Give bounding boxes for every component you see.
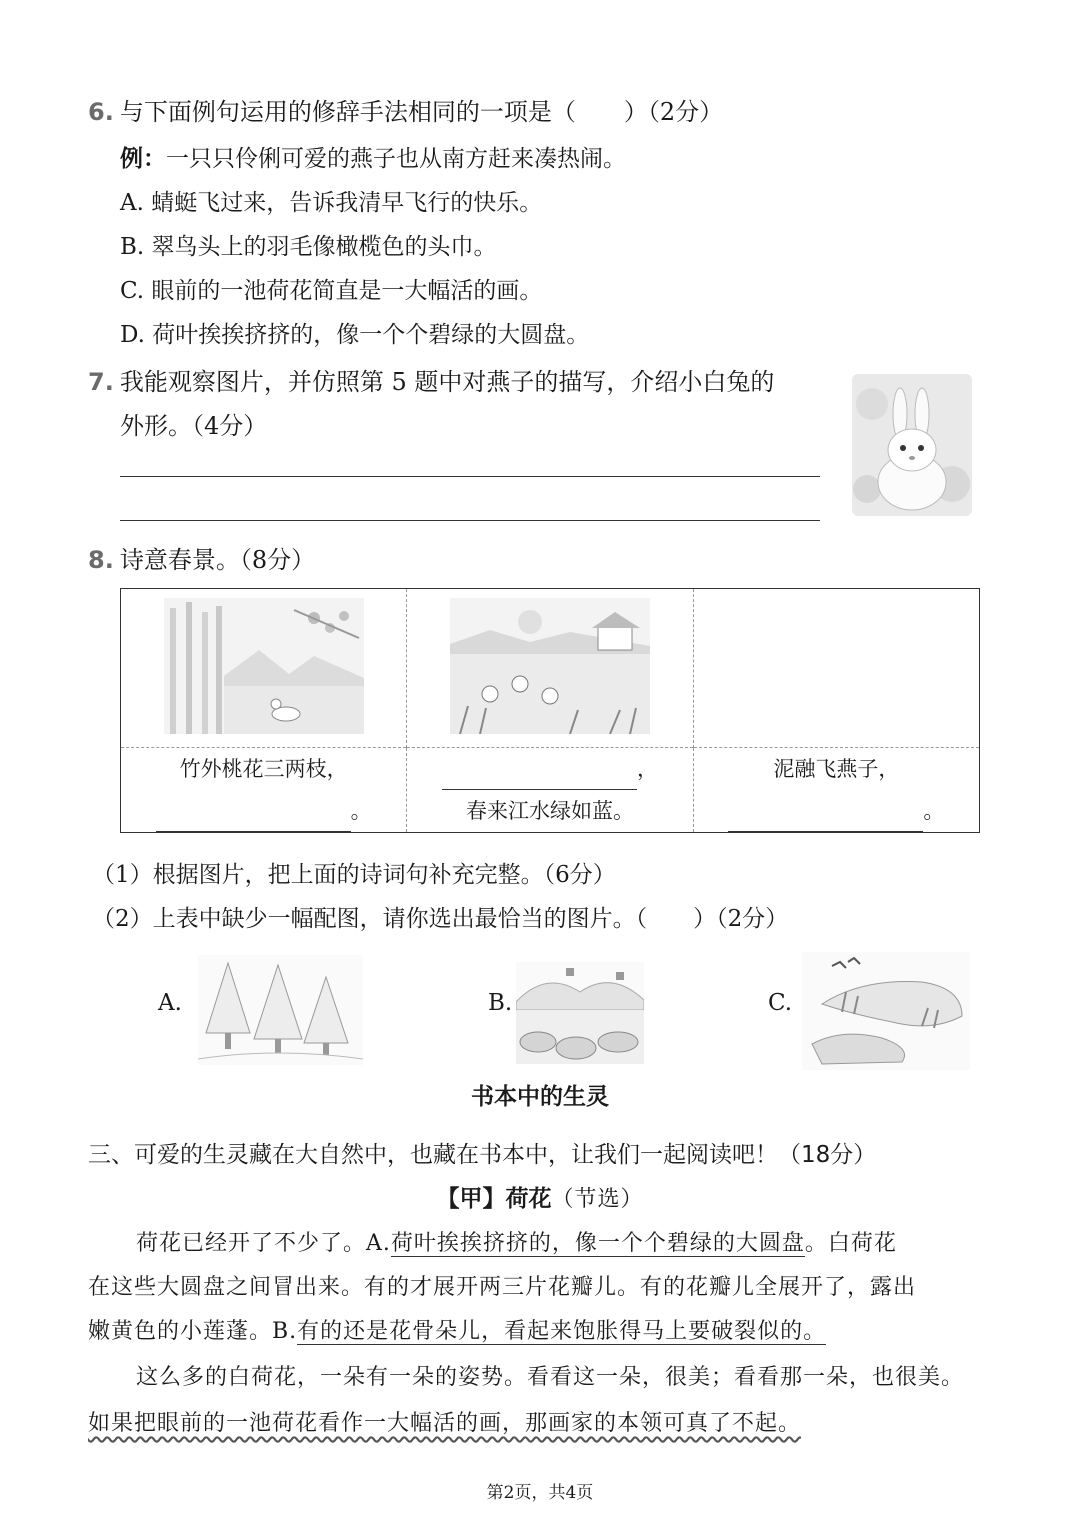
poem-cell-3 (693, 748, 979, 833)
underlined-sentence-b: 有的还是花骨朵儿，看起来饱胀得马上要破裂似的。 (297, 1319, 827, 1344)
underlined-sentence-a: 荷叶挨挨挤挤的，像一个个碧绿的大圆盘 (390, 1231, 805, 1256)
swallows-stream-image (802, 952, 970, 1070)
q6-example-label: 例： (120, 145, 166, 172)
q6-option-c: C. 眼前的一池荷花简直是一大幅活的画。 (120, 278, 543, 304)
q7-stem-line1 (88, 362, 774, 397)
poem-table (120, 588, 980, 833)
q6-option-a: A. 蜻蜓飞过来，告诉我清早飞行的快乐。 (120, 190, 543, 216)
snowy-pine-trees-image (198, 955, 363, 1065)
q6-example-text: 一只只伶俐可爱的燕子也从南方赶来凑热闹。 (166, 146, 626, 172)
bamboo-peach-duck-image (164, 598, 364, 734)
p1-text-a: 荷花已经开了不少了。A. (136, 1231, 391, 1256)
q6-number: 6. (88, 98, 114, 126)
q7-stem-text: 我能观察图片，并仿照第 5 题中对燕子的描写，介绍小白兔的 (119, 368, 775, 396)
poem-blank-3[interactable] (728, 805, 923, 832)
q8-stem (88, 540, 315, 575)
poem-punct-c3: 。 (923, 799, 945, 823)
choice-c-label: C. (768, 990, 793, 1016)
poem-cell-2 (407, 748, 693, 833)
passage-p1-line2: 在这些大圆盘之间冒出来。有的才展开两三片花瓣儿。有的花瓣儿全展开了，露出 (88, 1275, 917, 1300)
poem-blank-2[interactable] (442, 763, 637, 790)
passage-title-main: 【甲】荷花 (436, 1186, 552, 1212)
poem-image-cell-1 (121, 589, 407, 748)
p1-text-b: 嫩黄色的小莲蓬。B. (88, 1319, 298, 1344)
passage-p1-line1 (136, 1226, 897, 1257)
passage-title-note: （节选） (551, 1187, 644, 1212)
poem-line-c3-1: 泥融飞燕子， (773, 757, 900, 781)
q8-number: 8. (88, 546, 114, 574)
q6-stem (88, 92, 723, 127)
q6-option-b: B. 翠鸟头上的羽毛像橄榄色的头巾。 (120, 234, 497, 260)
q6-example (120, 140, 626, 173)
section-title: 书本中的生灵 (471, 1084, 609, 1110)
q8-sub1: （1）根据图片，把上面的诗词句补充完整。（6分） (92, 862, 616, 888)
lotus-pond-image (516, 962, 644, 1064)
q7-answer-line-1[interactable] (120, 476, 820, 477)
p1-text-a-end: 。白荷花 (804, 1231, 897, 1256)
passage-title (0, 1180, 1080, 1213)
passage-p1-line3 (88, 1314, 826, 1345)
poem-blank-1[interactable] (156, 805, 351, 832)
river-flowers-house-image (450, 598, 650, 734)
poem-image-cell-2 (407, 589, 693, 748)
choice-b-label: B. (488, 990, 513, 1016)
passage-p2-line2-wavy: 如果把眼前的一池荷花看作一大幅活的画，那画家的本领可真了不起。 (88, 1411, 802, 1436)
rabbit-image (852, 374, 972, 516)
q8-sub2: （2）上表中缺少一幅配图，请你选出最恰当的图片。（ ）（2分） (92, 906, 789, 932)
poem-line-c2-1 (407, 748, 692, 790)
poem-punct-c1: 。 (350, 799, 372, 823)
poem-line-c1-1: 竹外桃花三两枝， (179, 757, 348, 781)
poem-punct-c2: ， (636, 757, 658, 781)
q6-option-d: D. 荷叶挨挨挤挤的，像一个个碧绿的大圆盘。 (120, 322, 590, 348)
q7-number: 7. (88, 368, 114, 396)
passage-p2-line1: 这么多的白荷花，一朵有一朵的姿势。看看这一朵，很美；看看那一朵，也很美。 (136, 1365, 965, 1390)
poem-cell-1 (121, 748, 407, 833)
q7-stem-line2: 外形。（4分） (120, 412, 268, 440)
poem-line-c3-2 (694, 790, 979, 832)
poem-image-cell-3-empty (693, 589, 979, 748)
choice-a-label: A. (158, 990, 182, 1016)
q6-stem-text: 与下面例句运用的修辞手法相同的一项是（ ）（2分） (119, 98, 724, 126)
q7-answer-line-2[interactable] (120, 520, 820, 521)
poem-line-c1-2 (121, 790, 406, 832)
poem-line-c2-2: 春来江水绿如蓝。 (465, 799, 634, 823)
section3-heading: 三、可爱的生灵藏在大自然中，也藏在书本中，让我们一起阅读吧！（18分） (88, 1142, 877, 1168)
q8-stem-text: 诗意春景。（8分） (119, 546, 316, 574)
page-footer: 第2页，共4页 (486, 1483, 594, 1503)
